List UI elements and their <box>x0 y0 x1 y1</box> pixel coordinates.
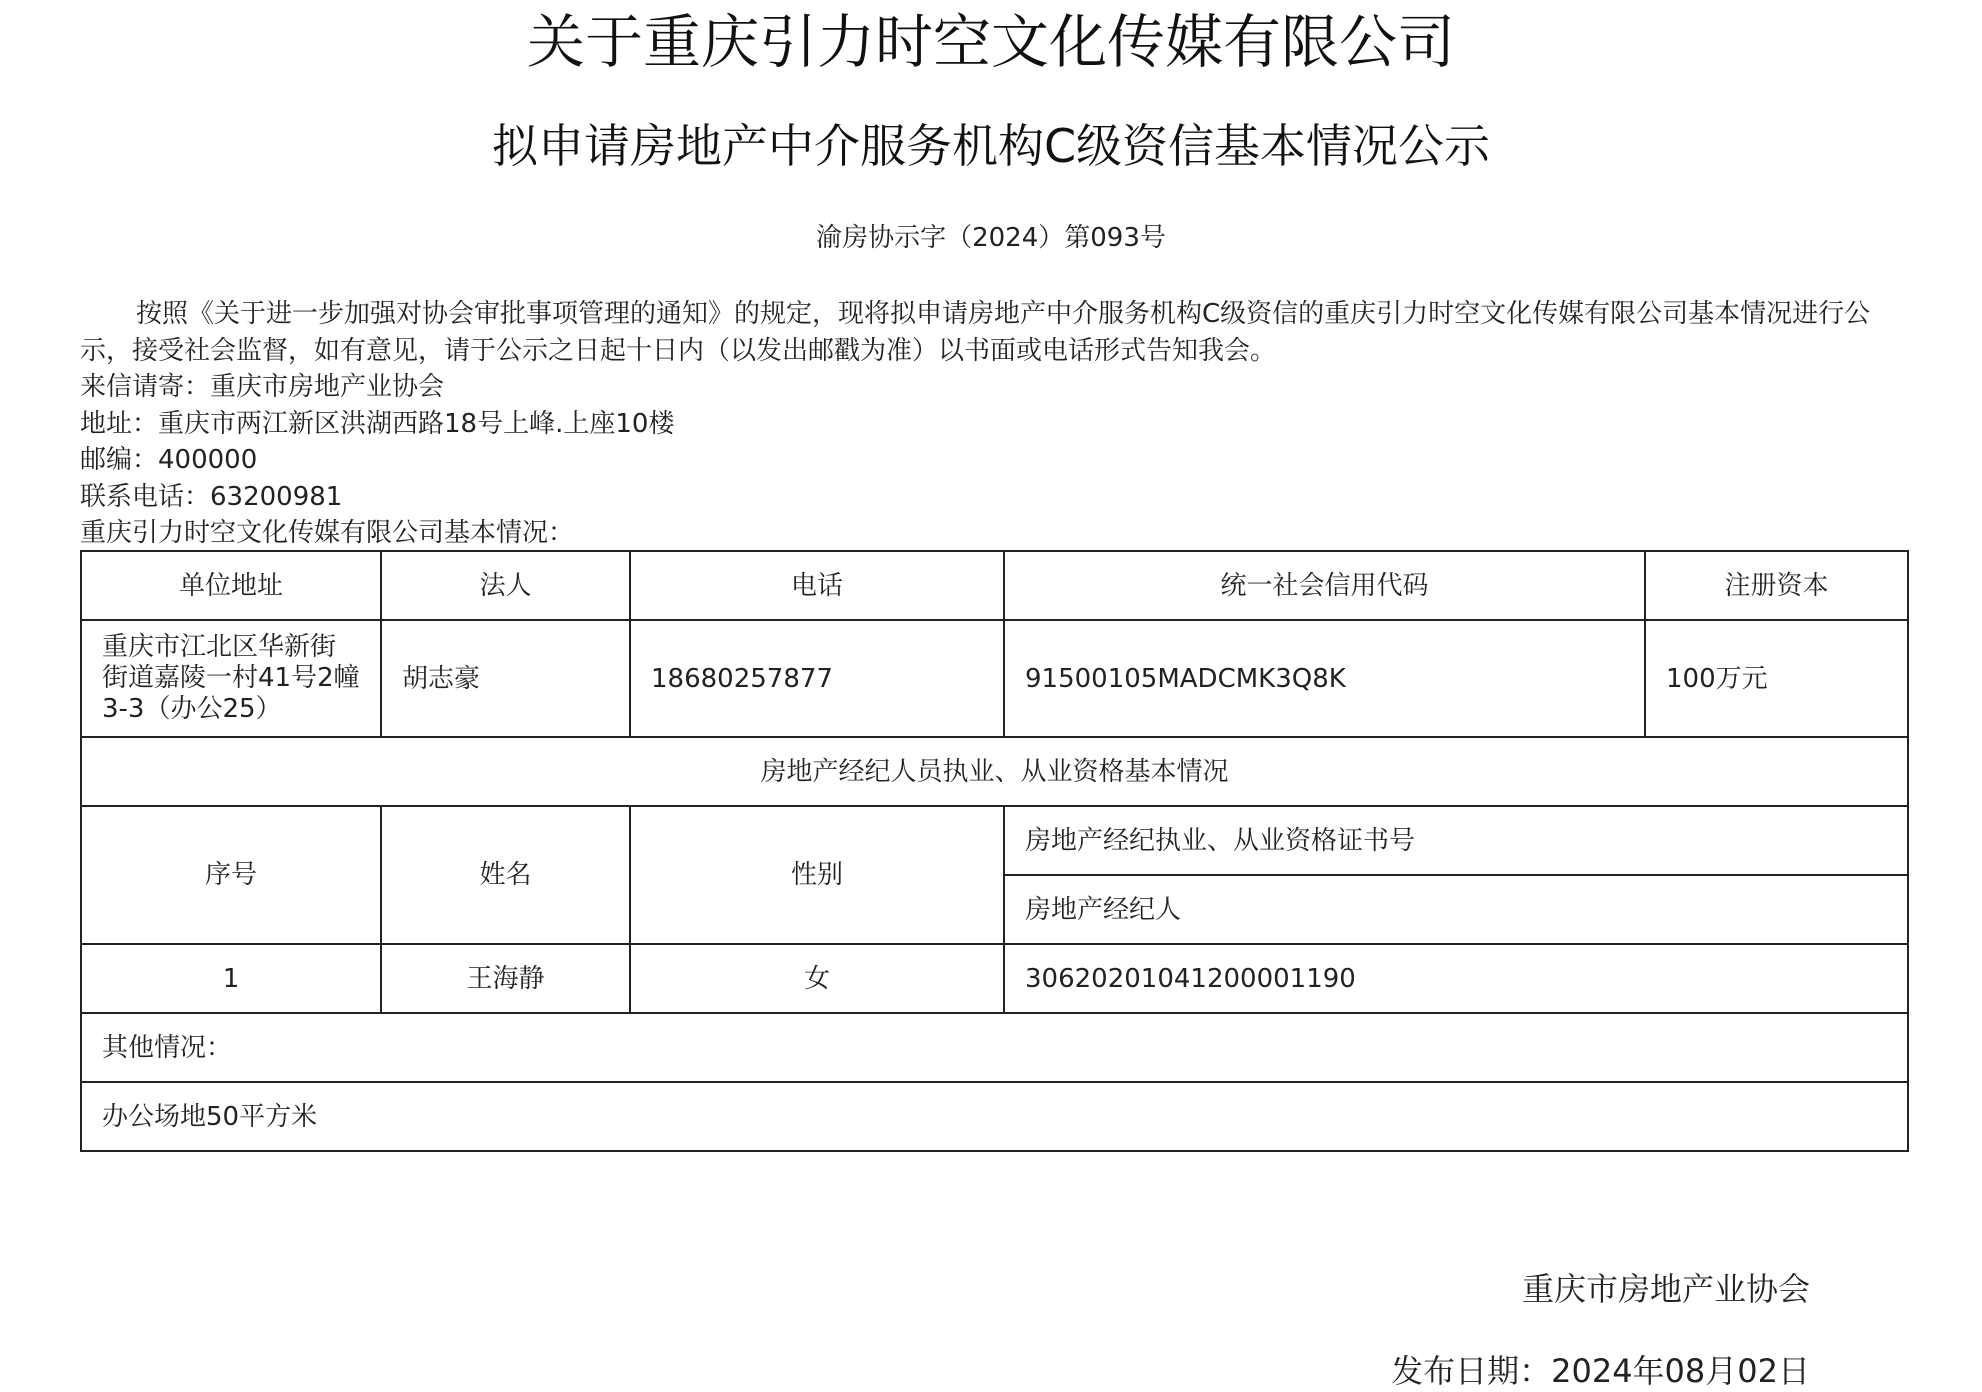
company-credit-code: 91500105MADCMK3Q8K <box>1004 620 1645 737</box>
mail-to-line: 来信请寄：重庆市房地产业协会 <box>80 372 445 402</box>
header-cert-no: 房地产经纪执业、从业资格证书号 <box>1004 806 1908 875</box>
address-line: 地址：重庆市两江新区洪湖西路18号上峰.上座10楼 <box>80 408 675 439</box>
document-number: 渝房协示字（2024）第093号 <box>816 223 1166 253</box>
agents-section-row <box>81 737 1908 806</box>
notice-paragraph: 按照《关于进一步加强对协会审批事项管理的通知》的规定，现将拟申请房地产中介服务机构C级资信的重庆引力时空文化传媒有限公司基本情况进行公示，接受社会监督，如有意见，请于公示之日起十日内（以发出邮戳为准）以书面或电话形式告知我会。 <box>80 299 1871 366</box>
company-data-row <box>81 620 1908 737</box>
title-line-1: 关于重庆引力时空文化传媒有限公司 <box>526 8 1455 76</box>
header-address: 单位地址 <box>81 551 381 620</box>
header-gender: 性别 <box>630 806 1004 944</box>
header-phone: 电话 <box>630 551 1004 620</box>
postcode-line: 邮编：400000 <box>80 445 258 475</box>
header-seq: 序号 <box>81 806 381 944</box>
notice-body <box>80 296 1910 552</box>
phone-line: 联系电话：63200981 <box>80 481 343 512</box>
agent-header-row-1 <box>81 806 1908 875</box>
header-credit-code: 统一社会信用代码 <box>1004 551 1645 620</box>
other-value: 办公场地50平方米 <box>81 1082 1908 1151</box>
agent-seq: 1 <box>81 944 381 1013</box>
footer-organization: 重庆市房地产业协会 <box>1521 1270 1810 1308</box>
agent-gender: 女 <box>630 944 1004 1013</box>
company-phone: 18680257877 <box>630 620 1004 737</box>
company-header-row <box>81 551 1908 620</box>
header-legal-person: 法人 <box>381 551 630 620</box>
other-value-row <box>81 1082 1908 1151</box>
company-address: 重庆市江北区华新街街道嘉陵一村41号2幢3-3（办公25） <box>81 620 381 737</box>
header-capital: 注册资本 <box>1645 551 1908 620</box>
agent-cert-no: 30620201041200001190 <box>1004 944 1908 1013</box>
agent-name: 王海静 <box>381 944 630 1013</box>
title-line-2: 拟申请房地产中介服务机构C级资信基本情况公示 <box>491 119 1491 173</box>
company-info-table <box>80 550 1909 1152</box>
company-heading: 重庆引力时空文化传媒有限公司基本情况： <box>80 518 575 548</box>
agents-section-title: 房地产经纪人员执业、从业资格基本情况 <box>81 737 1908 806</box>
table-row <box>81 944 1908 1013</box>
company-capital: 100万元 <box>1645 620 1908 737</box>
other-label-row <box>81 1013 1908 1082</box>
publish-date: 发布日期：2024年08月02日 <box>1391 1352 1810 1390</box>
header-role: 房地产经纪人 <box>1004 875 1908 944</box>
other-label: 其他情况： <box>81 1013 1908 1082</box>
header-name: 姓名 <box>381 806 630 944</box>
company-legal-person: 胡志豪 <box>381 620 630 737</box>
